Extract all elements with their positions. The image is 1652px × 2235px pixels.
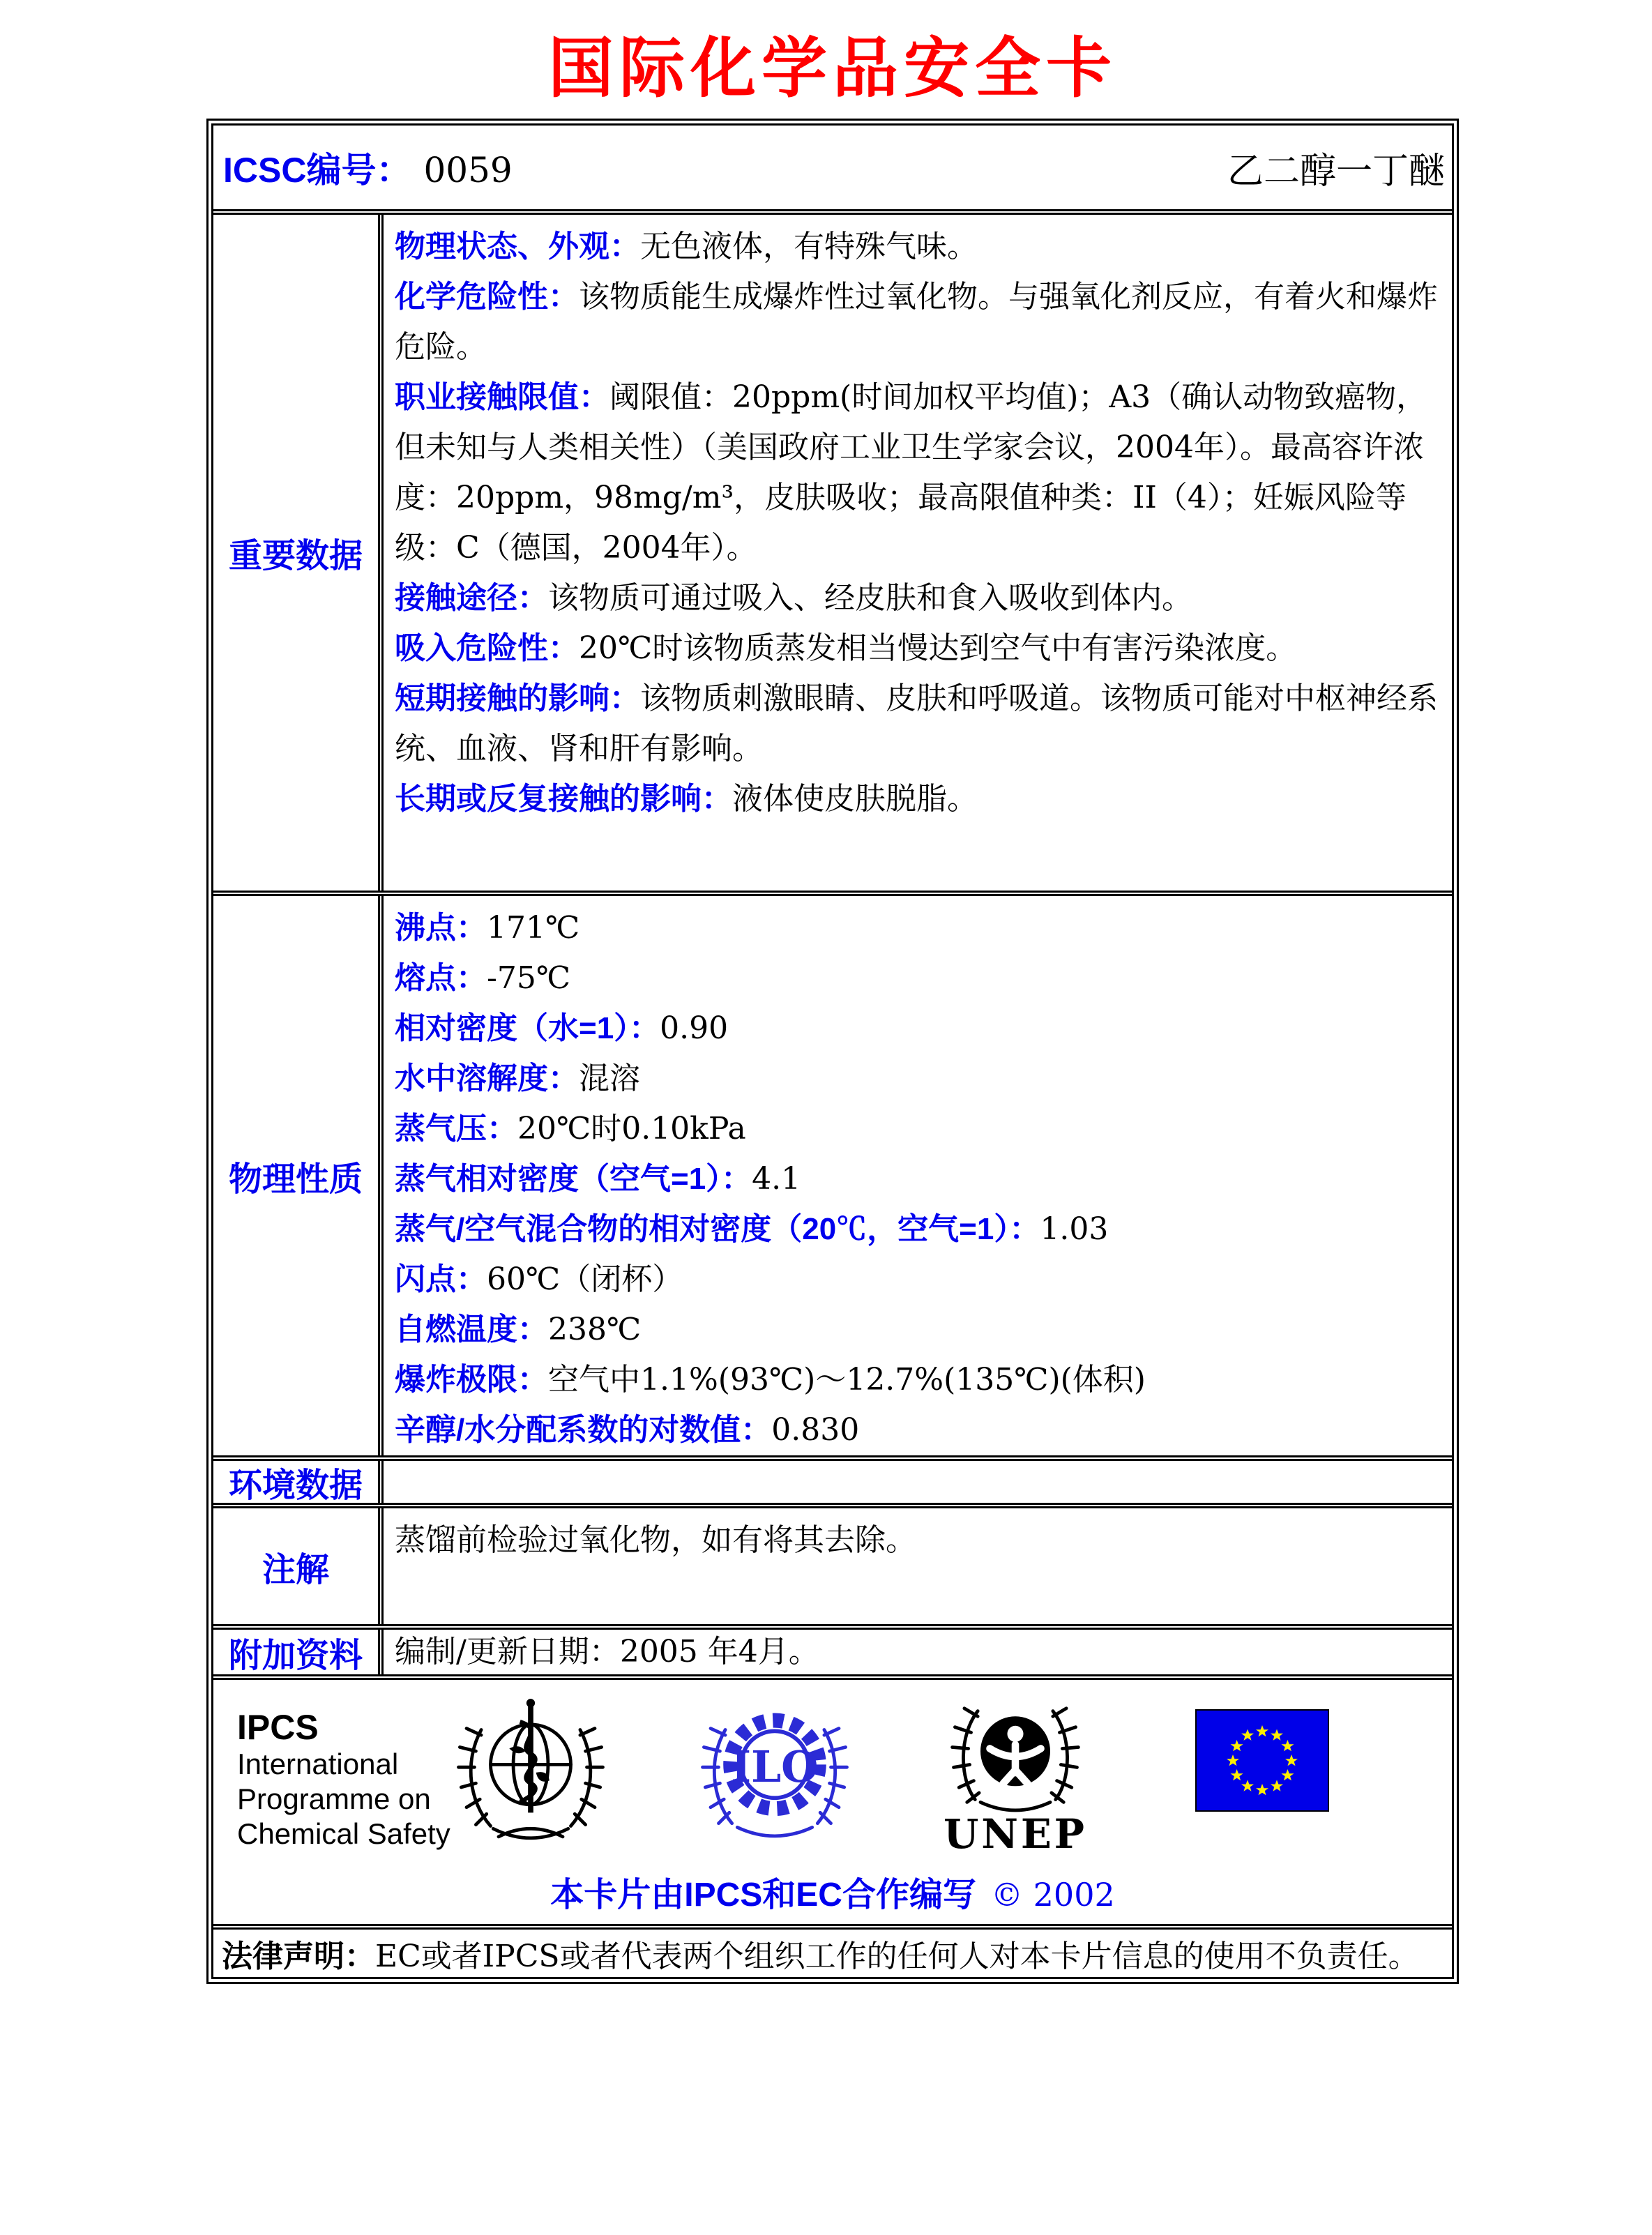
- field-label: 接触途径：: [395, 581, 548, 615]
- field-label: 辛醇/水分配系数的对数值：: [395, 1413, 772, 1447]
- section-row-additional-information: [213, 1630, 1452, 1680]
- field-value: 1.03: [1040, 1211, 1109, 1247]
- legal-notice-text: EC或者IPCS或者代表两个组织工作的任何人对本卡片信息的使用不负责任。: [375, 1939, 1419, 1974]
- field-value: 编制/更新日期：2005 年4月。: [395, 1634, 819, 1669]
- field-value: 60℃（闭杯）: [487, 1262, 683, 1297]
- property-line: [395, 953, 1443, 1003]
- property-line: [395, 774, 1443, 824]
- field-value: 171℃: [487, 910, 580, 946]
- field-value: 0.90: [660, 1010, 729, 1046]
- safety-card-table: [206, 119, 1459, 1984]
- legal-notice-label: 法律声明：: [222, 1939, 375, 1973]
- icsc-number-value: 0059: [423, 150, 513, 190]
- ilo-logo-letters: ILO: [731, 1742, 819, 1793]
- field-value: 蒸馏前检验过氧化物，如有将其去除。: [395, 1522, 916, 1558]
- footer-copyright: © 2002: [991, 1876, 1115, 1914]
- section-content-physical-properties: [384, 896, 1452, 1455]
- property-line: [395, 1104, 1443, 1154]
- section-content-additional-information: [384, 1630, 1452, 1674]
- field-label: 爆炸极限：: [395, 1363, 548, 1397]
- legal-row: [213, 1930, 1452, 1977]
- section-label-notes: 注解: [213, 1508, 384, 1624]
- unep-logo-letters: UNEP: [944, 1810, 1087, 1858]
- property-line: [395, 1054, 1443, 1104]
- property-line: [395, 674, 1443, 774]
- property-line: [395, 1154, 1443, 1204]
- field-value: 该物质可通过吸入、经皮肤和食入吸收到体内。: [548, 580, 1192, 616]
- section-content-environmental-data: [384, 1461, 1452, 1503]
- eu-flag-icon: [1195, 1709, 1329, 1812]
- field-value: 无色液体，有特殊气味。: [640, 229, 978, 264]
- field-value: 混溶: [579, 1061, 640, 1096]
- property-line: [395, 1003, 1443, 1054]
- field-label: 物理状态、外观：: [395, 229, 640, 264]
- field-label: 职业接触限值：: [395, 380, 609, 414]
- section-label-environmental-data: 环境数据: [213, 1461, 384, 1503]
- field-label: 水中溶解度：: [395, 1061, 579, 1096]
- field-label: 短期接触的影响：: [395, 681, 640, 715]
- field-label: 吸入危险性：: [395, 631, 579, 665]
- field-label: 长期或反复接触的影响：: [395, 782, 732, 816]
- section-label-important-data: 重要数据: [213, 215, 384, 891]
- field-label: 蒸气/空气混合物的相对密度（20℃，空气=1）：: [395, 1212, 1040, 1246]
- footer-row: [213, 1680, 1452, 1930]
- field-value: 该物质刺激眼睛、皮肤和呼吸道。该物质可能对中枢神经系统、血液、肾和肝有影响。: [395, 681, 1438, 766]
- property-line: [395, 573, 1443, 623]
- section-label-physical-properties: 物理性质: [213, 896, 384, 1455]
- property-line: [395, 1355, 1443, 1405]
- property-line: [395, 222, 1443, 272]
- ilo-logo-icon: [695, 1690, 855, 1850]
- field-value: 该物质能生成爆炸性过氧化物。与强氧化剂反应，有着火和爆炸危险。: [395, 279, 1438, 365]
- property-line: [395, 1204, 1443, 1255]
- header-row: [213, 126, 1452, 215]
- footer-caption-text: 本卡片由IPCS和EC合作编写: [550, 1877, 976, 1914]
- ipcs-subtitle: International Programme on Chemical Safety: [237, 1748, 450, 1850]
- section-content-notes: [384, 1508, 1452, 1624]
- property-line: [395, 623, 1443, 674]
- property-line: [395, 1630, 819, 1674]
- property-line: [395, 272, 1443, 372]
- field-label: 熔点：: [395, 961, 487, 995]
- section-content-important-data: [384, 215, 1452, 891]
- field-value: -75℃: [487, 960, 571, 996]
- field-label: 沸点：: [395, 911, 487, 945]
- property-line: [395, 1255, 1443, 1305]
- field-value: 0.830: [771, 1412, 860, 1448]
- section-row-environmental-data: [213, 1461, 1452, 1508]
- field-label: 化学危险性：: [395, 280, 579, 314]
- icsc-number-label: ICSC编号：: [223, 151, 411, 190]
- property-line: [395, 372, 1443, 573]
- header-cell: [213, 126, 1452, 209]
- icsc-number: [223, 142, 513, 192]
- field-label: 蒸气相对密度（空气=1）：: [395, 1162, 752, 1196]
- unep-logo-icon: [932, 1687, 1099, 1861]
- field-value: 238℃: [548, 1312, 642, 1347]
- section-row-physical-properties: [213, 896, 1452, 1461]
- chemical-name: 乙二醇一丁醚: [1227, 150, 1445, 192]
- property-line: [395, 1405, 1443, 1455]
- field-value: 液体使皮肤脱脂。: [732, 781, 978, 817]
- property-line: [395, 1515, 1443, 1566]
- section-row-important-data: [213, 215, 1452, 896]
- section-row-notes: [213, 1508, 1452, 1630]
- document-title: 国际化学品安全卡: [547, 30, 1117, 107]
- legal-cell: [213, 1930, 1452, 1977]
- field-value: 空气中1.1%(93℃)～12.7%(135℃)(体积): [548, 1362, 1146, 1397]
- field-label: 相对密度（水=1）：: [395, 1011, 660, 1045]
- who-logo-icon: [450, 1690, 611, 1850]
- ipcs-title: IPCS: [237, 1708, 319, 1747]
- property-line: [395, 1305, 1443, 1355]
- section-label-additional-information: 附加资料: [213, 1630, 384, 1674]
- field-value: 20℃时0.10kPa: [517, 1111, 746, 1146]
- footer-cell: [213, 1680, 1452, 1924]
- footer-caption: [213, 1867, 1452, 1916]
- field-value: 20℃时该物质蒸发相当慢达到空气中有害污染浓度。: [579, 630, 1297, 666]
- field-label: 蒸气压：: [395, 1112, 517, 1146]
- field-label: 闪点：: [395, 1262, 487, 1296]
- field-value: 4.1: [752, 1161, 801, 1197]
- field-label: 自燃温度：: [395, 1312, 548, 1347]
- field-value: 阈限值：20ppm(时间加权平均值)；A3（确认动物致癌物，但未知与人类相关性）（美国政府工业卫生学家会议，2004年）。最高容许浓度：20ppm，98mg/m³，皮肤吸收；最高限值种类：II（4）；妊娠风险等级：C（德国，2004年）。: [395, 379, 1427, 566]
- property-line: [395, 903, 1443, 953]
